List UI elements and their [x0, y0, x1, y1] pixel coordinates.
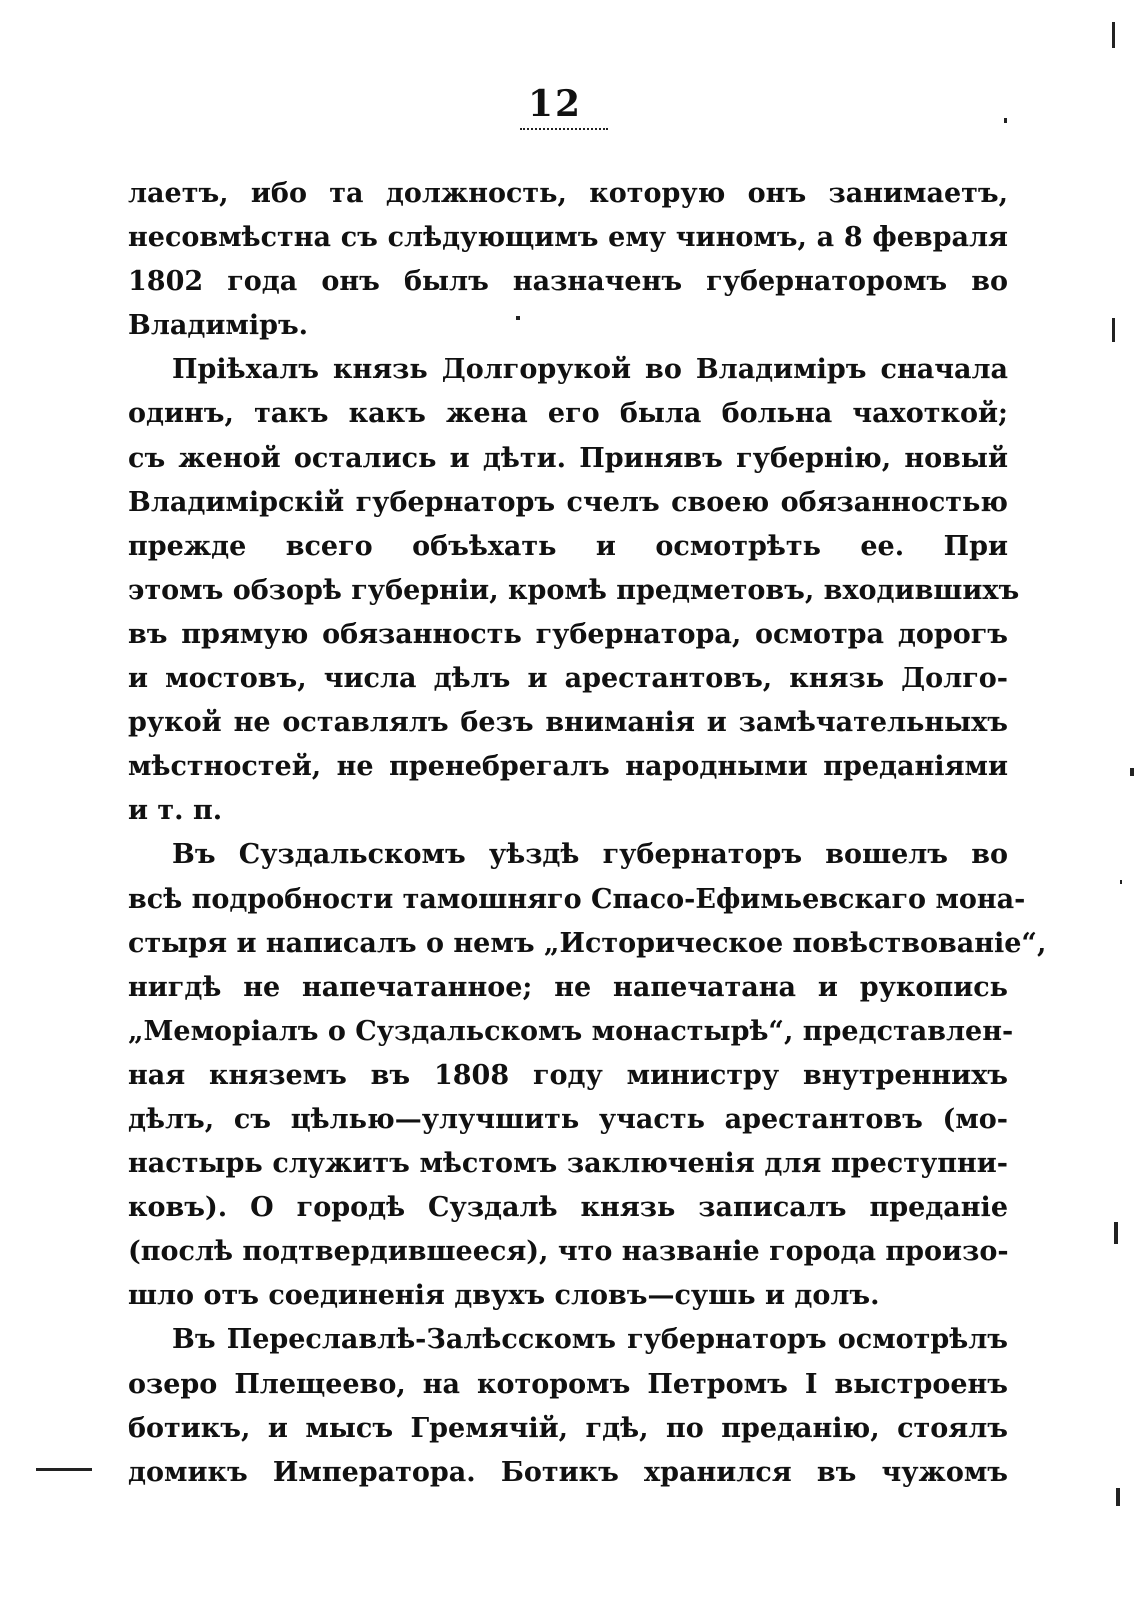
text-line: Въ Переславлѣ-Залѣсскомъ губернаторъ осмотрѣлъ — [172, 1324, 1008, 1356]
text-line: Владимiрскiй губернаторъ счелъ своею обязанностью — [128, 486, 1008, 518]
text-line: ковъ). О городѣ Суздалѣ князь записалъ преданiе — [128, 1192, 1008, 1224]
page-number-rule — [520, 128, 608, 130]
page-number: 12 — [527, 83, 583, 125]
scan-artifact-mark — [1120, 880, 1122, 884]
scan-artifact-mark — [36, 1468, 92, 1471]
text-line: „Меморiалъ о Суздальскомъ монастырѣ“, представлен- — [128, 1015, 1014, 1047]
text-line: Въ Суздальскомъ уѣздѣ губернаторъ вошелъ во — [172, 839, 1008, 871]
text-line: (послѣ подтвердившееся), что названiе города произо- — [128, 1236, 1009, 1268]
text-line: мѣстностей, не пренебрегалъ народными преданiями — [128, 751, 1008, 783]
scan-artifact-mark — [1112, 318, 1115, 342]
text-line: несовмѣстна съ слѣдующимъ ему чиномъ, а 8 февраля — [128, 222, 1008, 254]
paragraph — [128, 1318, 1008, 1494]
scan-artifact-mark — [1004, 118, 1007, 123]
text-line: этомъ обзорѣ губернiи, кромѣ предметовъ, входившихъ — [128, 574, 1020, 606]
paragraph — [128, 833, 1047, 1318]
text-line: шло отъ соединенiя двухъ словъ—сушь и долъ. — [128, 1280, 880, 1312]
text-line: домикъ Императора. Ботикъ хранился въ чужомъ — [128, 1456, 1008, 1488]
text-line: въ прямую обязанность губернатора, осмотра дорогъ — [128, 618, 1008, 650]
text-line: ная княземъ въ 1808 году министру внутреннихъ — [128, 1059, 1008, 1091]
text-line: Владимiръ. — [128, 310, 309, 342]
text-line: лаетъ, ибо та должность, которую онъ занимаетъ, — [128, 178, 1008, 209]
scan-artifact-mark — [1116, 1488, 1120, 1506]
scan-artifact-mark — [516, 316, 520, 320]
text-line: рукой не оставлялъ безъ вниманiя и замѣчательныхъ — [128, 707, 1008, 739]
text-line: нигдѣ не напечатанное; не напечатана и рукопись — [128, 971, 1008, 1003]
scan-artifact-mark — [1112, 22, 1115, 48]
text-line: 1802 года онъ былъ назначенъ губернаторомъ во — [128, 266, 1008, 298]
scan-artifact-mark — [1130, 768, 1134, 776]
paragraph — [128, 172, 1008, 348]
text-line: ботикъ, и мысъ Гремячiй, гдѣ, по преданiю, стоялъ — [128, 1412, 1008, 1444]
scan-artifact-mark — [1114, 1222, 1118, 1244]
paragraph — [128, 348, 1020, 833]
text-line: прежде всего объѣхать и осмотрѣть ее. При — [128, 530, 1008, 562]
text-line: всѣ подробности тамошняго Спасо-Ефимьевскаго мона- — [128, 883, 1026, 915]
text-line: и т. п. — [128, 795, 223, 827]
text-line: дѣлъ, съ цѣлью—улучшить участь арестантовъ (мо- — [128, 1103, 1008, 1135]
text-line: Прiѣхалъ князь Долгорукой во Владимiръ сначала — [172, 354, 1008, 386]
text-line: стыря и написалъ о немъ „Историческое повѣствованiе“, — [128, 927, 1047, 959]
text-line: одинъ, такъ какъ жена его была больна чахоткой; — [128, 398, 1008, 430]
body-text — [128, 172, 1047, 1495]
text-line: настырь служитъ мѣстомъ заключенiя для преступни- — [128, 1148, 1008, 1180]
text-line: съ женой остались и дѣти. Принявъ губернiю, новый — [128, 442, 1008, 474]
text-line: озеро Плещеево, на которомъ Петромъ I выстроенъ — [128, 1368, 1008, 1400]
text-line: и мостовъ, числа дѣлъ и арестантовъ, князь Долго- — [128, 663, 1008, 695]
